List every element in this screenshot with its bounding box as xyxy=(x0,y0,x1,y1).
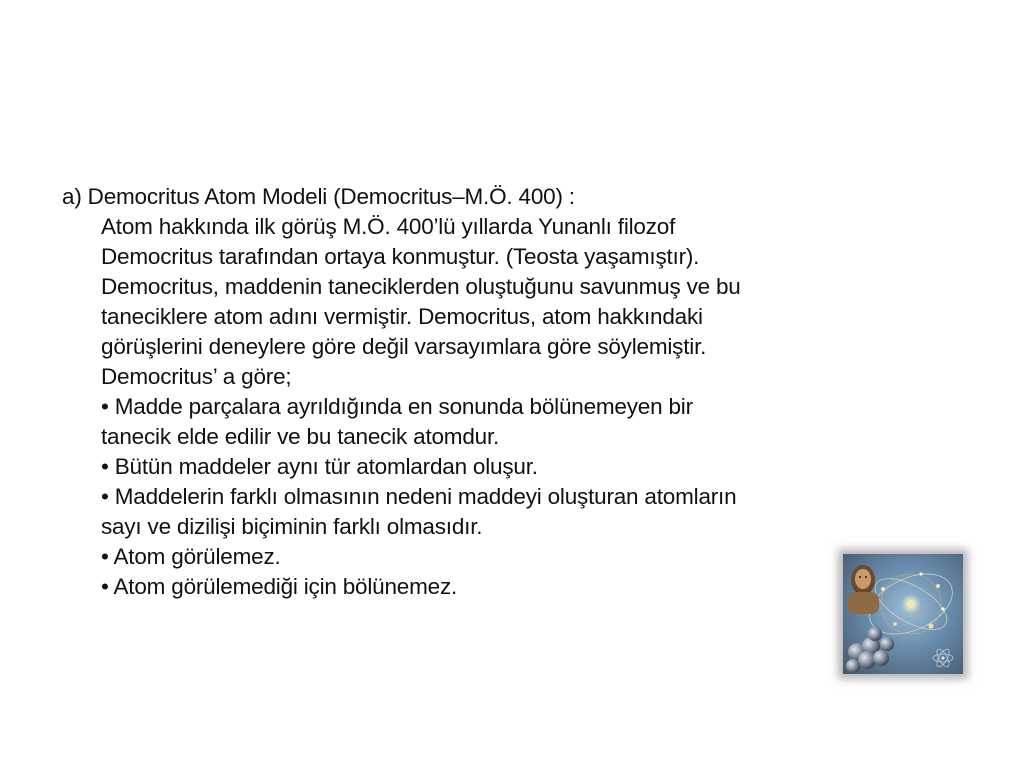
slide-heading: a) Democritus Atom Modeli (Democritus–M.Ö. 400) : xyxy=(62,184,575,209)
bullet-item: • Bütün maddeler aynı tür atomlardan oluşur. xyxy=(101,454,538,479)
bullet-item: • Atom görülemez. xyxy=(101,544,281,569)
bullet-item-continuation: tanecik elde edilir ve bu tanecik atomdur. xyxy=(101,424,500,449)
bullet-item: • Madde parçalara ayrıldığında en sonunda bölünemeyen bir xyxy=(101,394,693,419)
bullet-item-continuation: sayı ve dizilişi biçiminin farklı olmasıdır. xyxy=(101,514,483,539)
democritus-atom-illustration xyxy=(843,554,963,674)
slide-text xyxy=(62,182,962,602)
illustration-graphic xyxy=(843,554,963,674)
bullet-item: • Maddelerin farklı olmasının nedeni maddeyi oluşturan atomların xyxy=(101,484,737,509)
bullet-item: • Atom görülemediği için bölünemez. xyxy=(101,574,458,599)
text-line: Democritus, maddenin taneciklerden oluştuğunu savunmuş ve bu xyxy=(101,274,741,299)
text-line: görüşlerini deneylere göre değil varsayımlara göre söylemiştir. xyxy=(101,334,707,359)
text-line: Democritus tarafından ortaya konmuştur. (Teosta yaşamıştır). xyxy=(101,244,700,269)
text-line: Democritus’ a göre; xyxy=(101,364,292,389)
text-line: Atom hakkında ilk görüş M.Ö. 400’lü yıllarda Yunanlı filozof xyxy=(101,214,676,239)
text-line: taneciklere atom adını vermiştir. Democritus, atom hakkındaki xyxy=(101,304,703,329)
